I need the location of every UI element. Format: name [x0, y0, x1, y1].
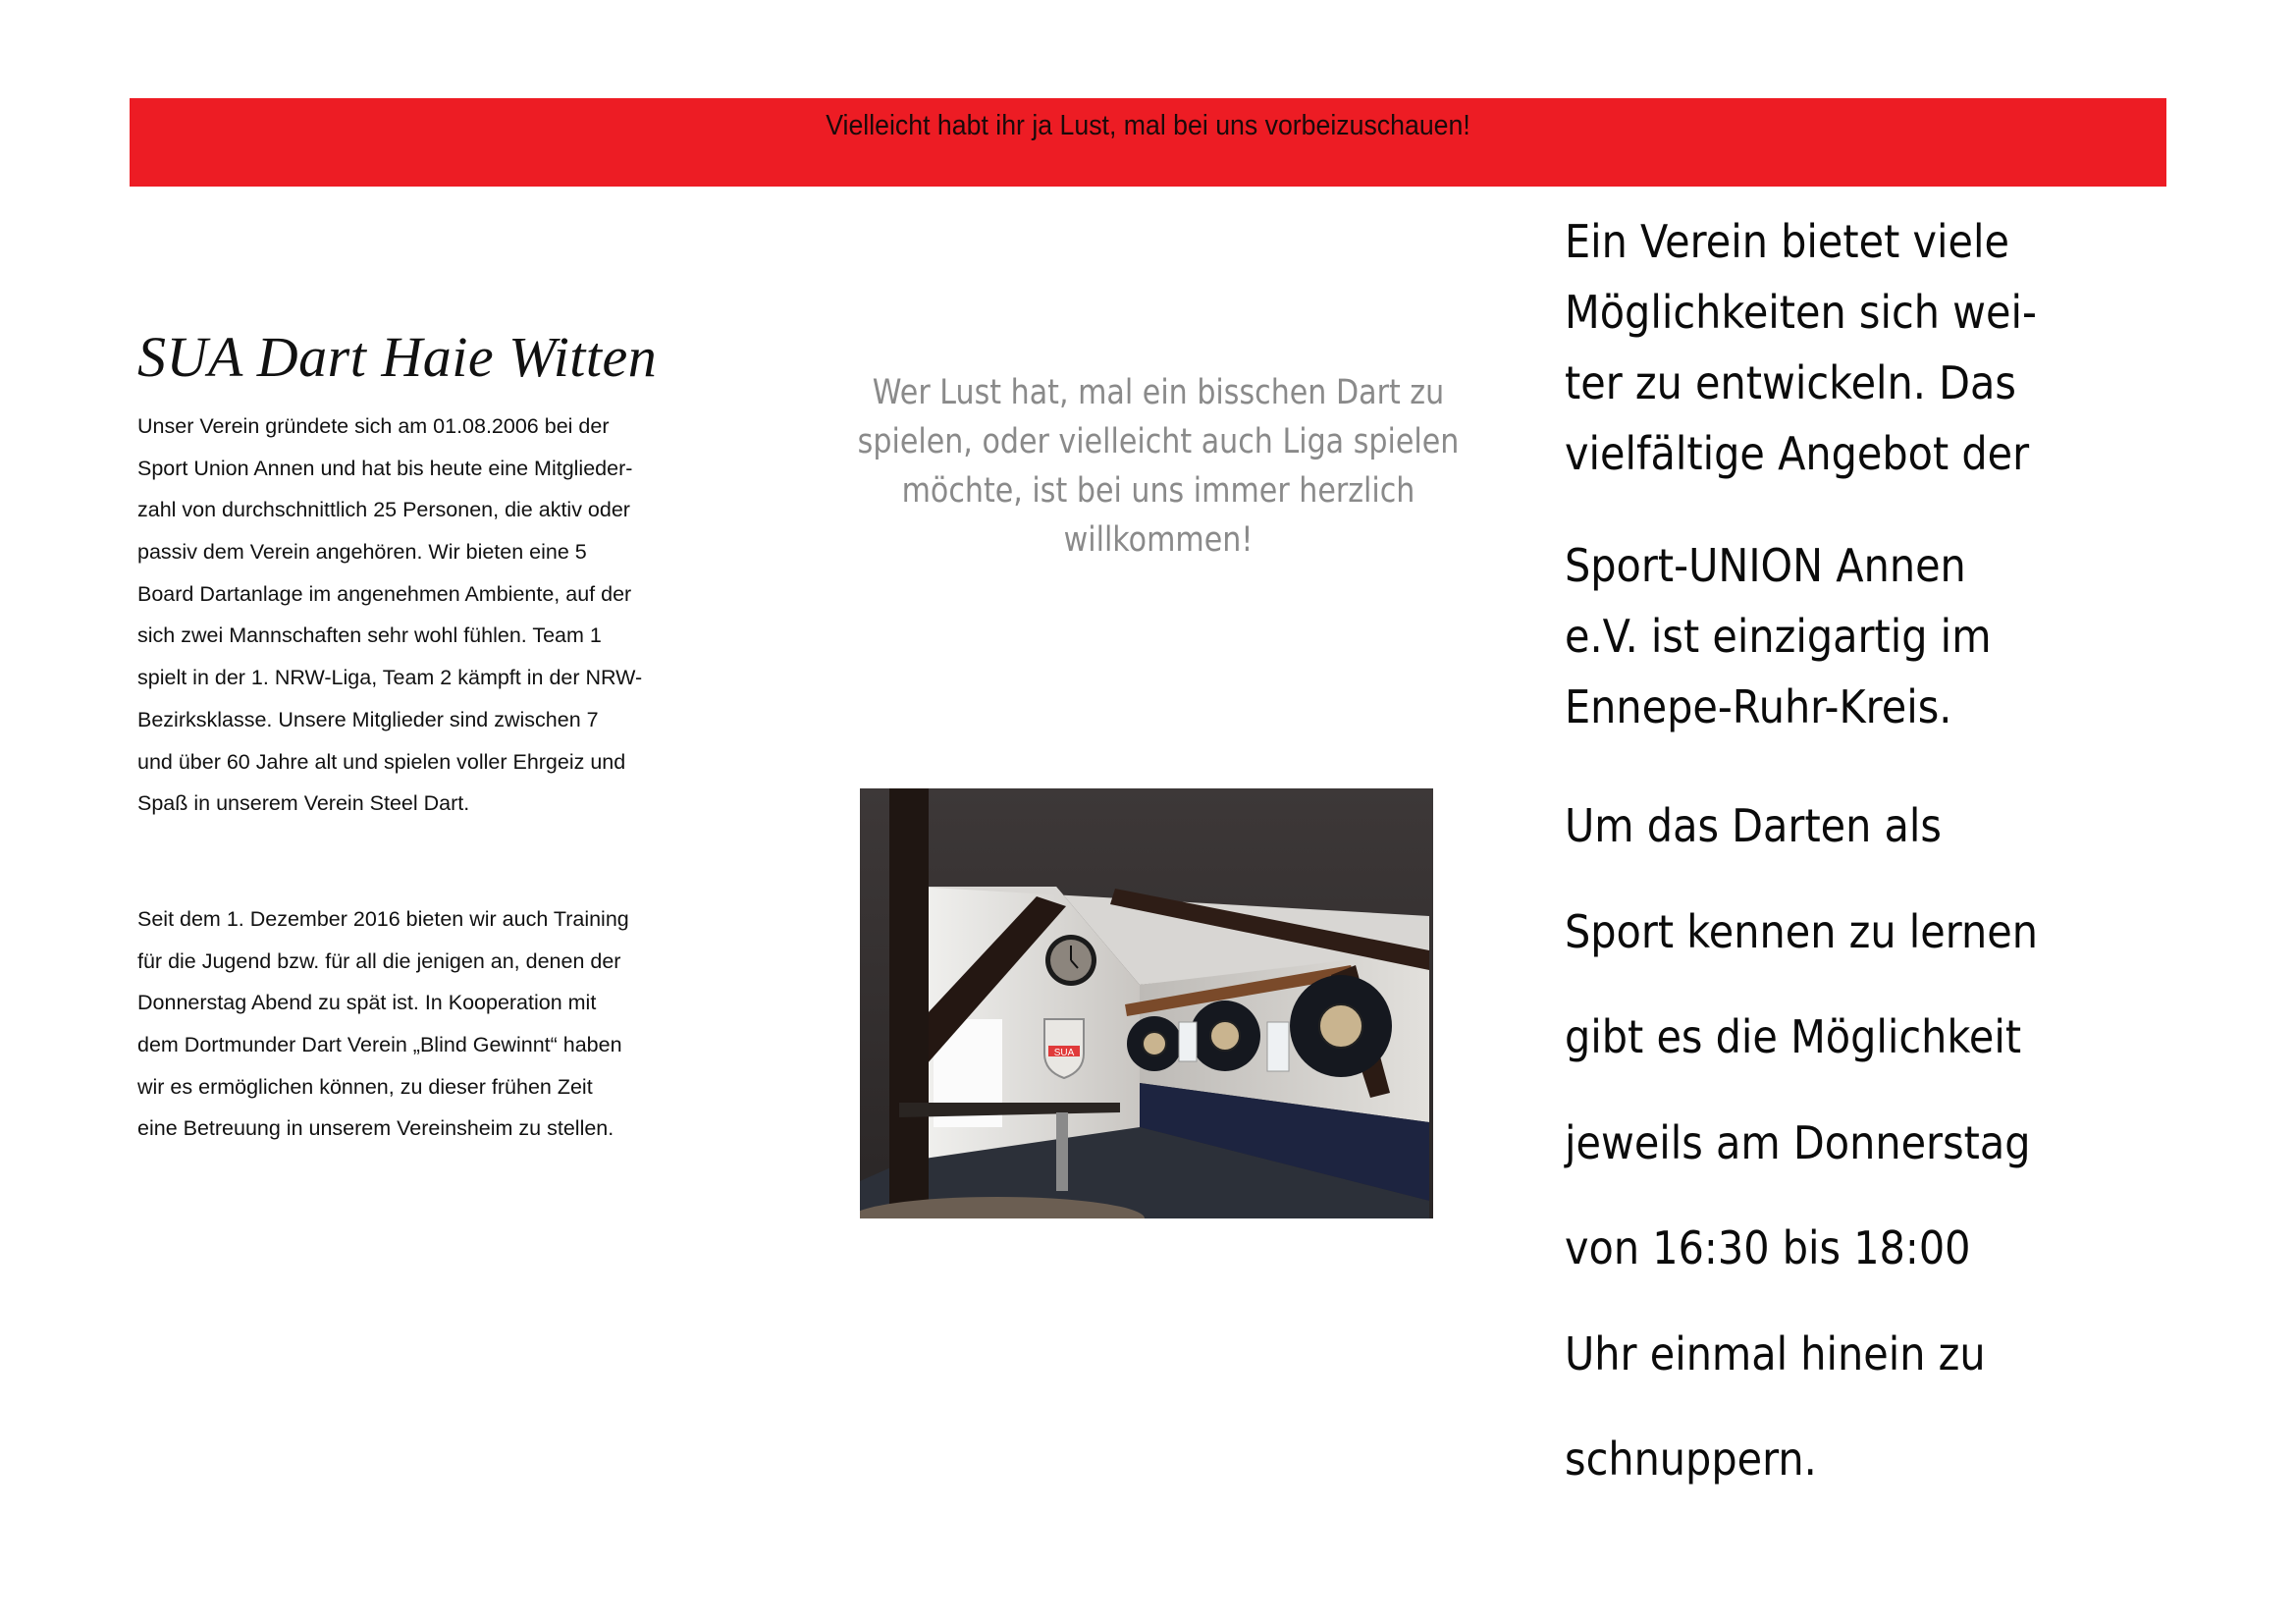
text-line: Uhr einmal hinein zu [1565, 1326, 1986, 1380]
text-line: Board Dartanlage im angenehmen Ambiente, auf der [137, 581, 632, 606]
text-line: spielt in der 1. NRW-Liga, Team 2 kämpft in der NRW- [137, 666, 643, 690]
text-line: möchte, ist bei uns immer herzlich [901, 471, 1415, 511]
club-unique-text [1565, 530, 2193, 742]
text-line: Spaß in unserem Verein Steel Dart. [137, 791, 470, 816]
text-line: sich zwei Mannschaften sehr wohl fühlen. Team 1 [137, 623, 602, 648]
text-line: Wer Lust hat, mal ein bisschen Dart zu [872, 373, 1445, 412]
text-line: Um das Darten als [1565, 799, 1942, 852]
invitation-text [775, 368, 1541, 565]
text-line: Bezirksklasse. Unsere Mitglieder sind zwischen 7 [137, 707, 599, 731]
club-title: SUA Dart Haie Witten [137, 325, 658, 389]
clubhouse-photo [860, 788, 1433, 1218]
text-line: Ennepe-Ruhr-Kreis. [1565, 680, 1952, 733]
text-line: Ein Verein bietet viele [1565, 215, 2009, 268]
svg-text:SUA: SUA [1053, 1048, 1075, 1058]
banner-text: Vielleicht habt ihr ja Lust, mal bei uns vorbeizuschauen! [826, 110, 1470, 141]
text-line: Sport kennen zu lernen [1565, 904, 2038, 958]
text-line: schnuppern. [1565, 1433, 1817, 1486]
text-line: Donnerstag Abend zu spät ist. In Kooperation mit [137, 991, 597, 1015]
training-times-text [1565, 790, 2193, 1530]
text-line: eine Betreuung in unserem Vereinsheim zu stellen. [137, 1116, 614, 1141]
text-line: e.V. ist einzigartig im [1565, 610, 1992, 663]
text-line: gibt es die Möglichkeit [1565, 1010, 2022, 1063]
text-line: dem Dortmunder Dart Verein „Blind Gewinnt“ haben [137, 1033, 622, 1057]
text-line: jeweils am Donnerstag [1565, 1115, 2031, 1169]
text-line: willkommen! [1063, 520, 1254, 560]
text-line: und über 60 Jahre alt und spielen voller Ehrgeiz und [137, 749, 626, 774]
text-line: zahl von durchschnittlich 25 Personen, die aktiv oder [137, 498, 630, 522]
text-line: Möglichkeiten sich wei- [1565, 286, 2037, 339]
club-offer-text [1565, 206, 2193, 489]
text-line: für die Jugend bzw. für all die jenigen an, denen der [137, 948, 621, 973]
text-line: von 16:30 bis 18:00 [1565, 1221, 1971, 1274]
text-line: wir es ermöglichen können, zu dieser frühen Zeit [137, 1074, 593, 1099]
club-description-paragraph [137, 406, 726, 825]
text-line: Seit dem 1. Dezember 2016 bieten wir auch Training [137, 907, 629, 931]
text-line: Sport-UNION Annen [1565, 539, 1966, 592]
text-line: Sport Union Annen und hat bis heute eine Mitglieder- [137, 456, 633, 480]
text-line: ter zu entwickeln. Das [1565, 356, 2016, 409]
text-line: Unser Verein gründete sich am 01.08.2006 bei der [137, 414, 610, 438]
text-line: passiv dem Verein angehören. Wir bieten eine 5 [137, 540, 587, 565]
text-line: vielfältige Angebot der [1565, 427, 2030, 480]
youth-training-paragraph [137, 898, 726, 1150]
header-banner [130, 98, 2166, 187]
text-line: spielen, oder vielleicht auch Liga spielen [857, 422, 1460, 461]
